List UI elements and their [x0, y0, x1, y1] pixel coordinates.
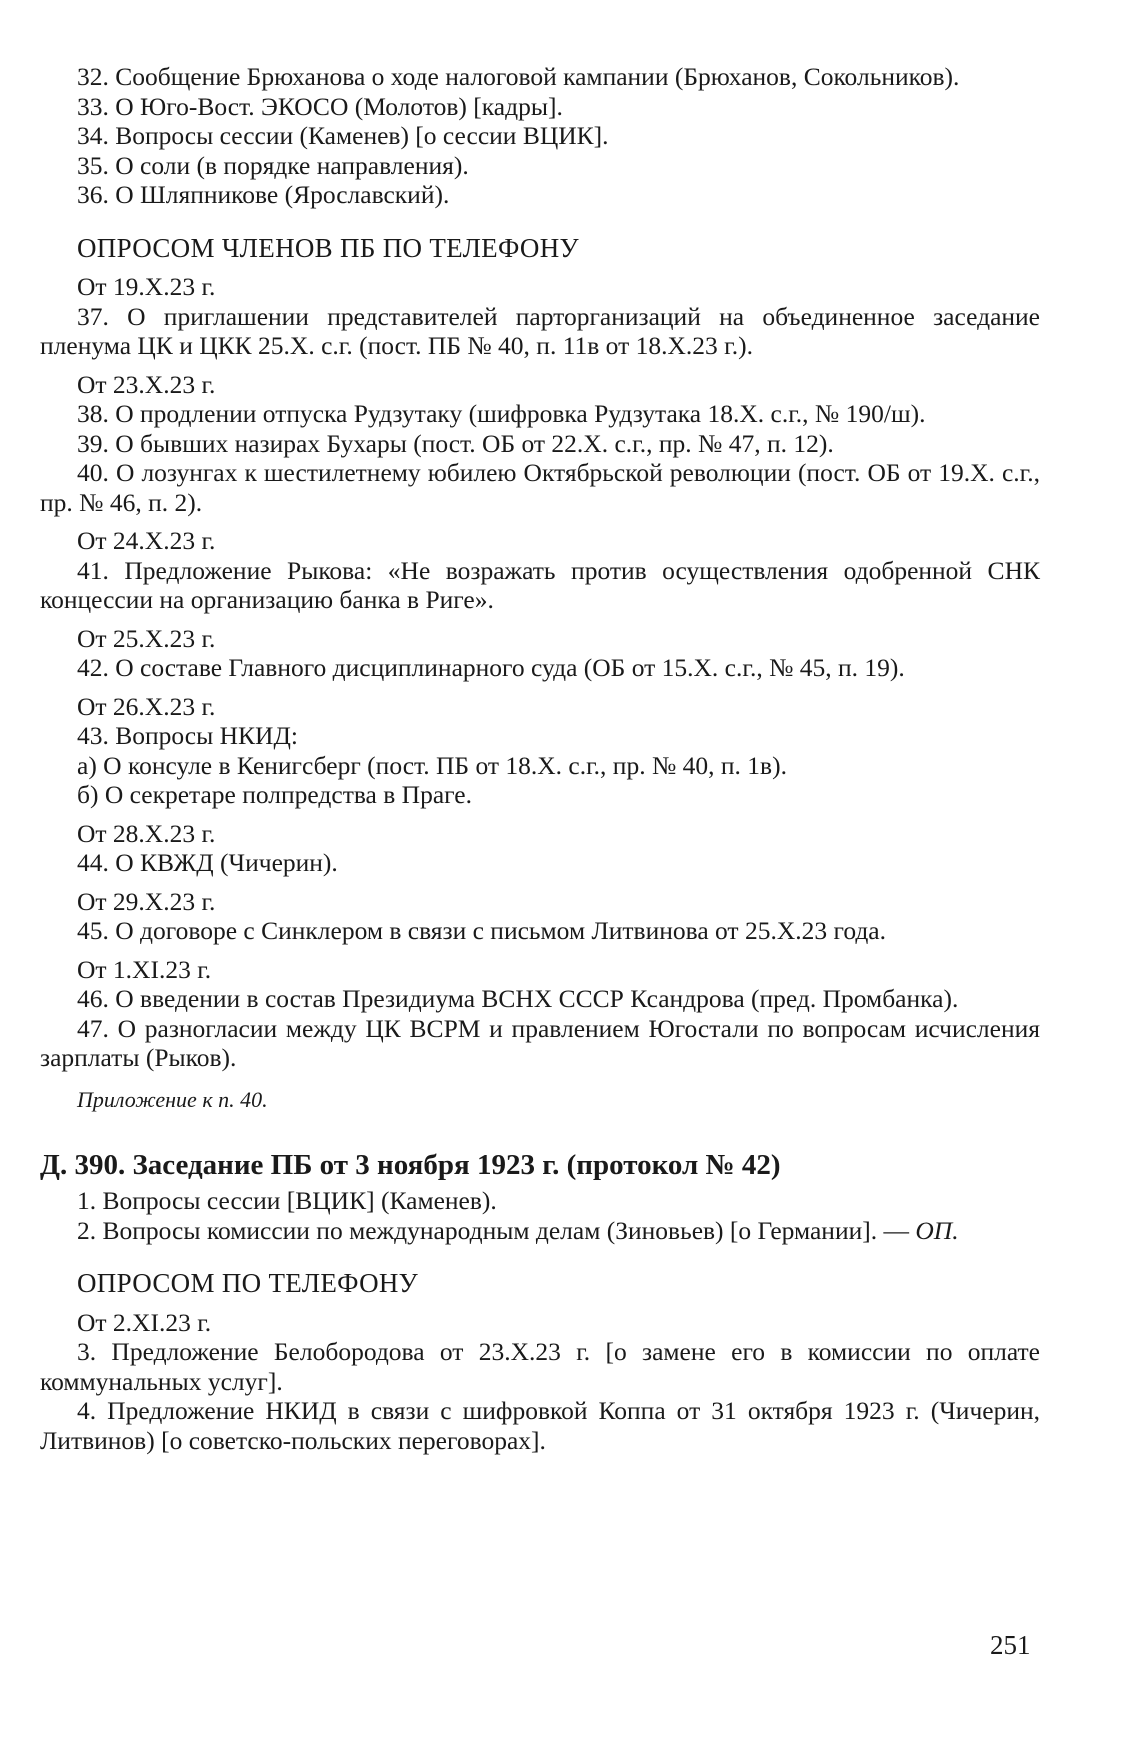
item-40: 40. О лозунгах к шестилетнему юбилею Октябрьской революции (пост. ОБ от 19.X. с.г., пр. № 46, п. 2).	[40, 458, 1040, 517]
date-19-x: От 19.X.23 г.	[77, 272, 216, 301]
date-26-x: От 26.X.23 г.	[77, 691, 216, 721]
date-1-xi: От 1.XI.23 г.	[77, 954, 212, 984]
item-38: 38. О продлении отпуска Рудзутаку (шифровка Рудзутака 18.X. с.г., № 190/ш).	[77, 399, 926, 428]
phone-poll-heading: ОПРОСОМ ПО ТЕЛЕФОНУ	[77, 1268, 419, 1298]
item-35: 35. О соли (в порядке направления).	[77, 150, 469, 180]
item-43b: б) О секретаре полпредства в Праге.	[77, 780, 472, 809]
item-43a: а) О консуле в Кенигсберг (пост. ПБ от 18.X. с.г., пр. № 40, п. 1в).	[77, 750, 787, 780]
item-36: 36. О Шляпникове (Ярославский).	[77, 180, 450, 209]
item-37: 37. О приглашении представителей парторганизаций на объединенное заседание пленума ЦК и ЦКК 25.X. с.г. (пост. ПБ № 40, п. 11в от 18.X.23 г.).	[40, 301, 1040, 360]
document-page	[40, 62, 1040, 1455]
date-29-x: От 29.X.23 г.	[77, 886, 216, 916]
item-45: 45. О договоре с Синклером в связи с письмом Литвинова от 25.X.23 года.	[77, 916, 887, 945]
item-32: 32. Сообщение Брюханова о ходе налоговой кампании (Брюханов, Сокольников).	[77, 62, 960, 91]
item-39: 39. О бывших назирах Бухары (пост. ОБ от 22.X. с.г., пр. № 47, п. 12).	[77, 428, 834, 458]
appendix-note: Приложение к п. 40.	[77, 1086, 268, 1112]
doc390-item-4: 4. Предложение НКИД в связи с шифровкой Коппа от 31 октября 1923 г. (Чичерин, Литвинов) [о советско-польских переговорах].	[40, 1396, 1040, 1455]
item-42: 42. О составе Главного дисциплинарного суда (ОБ от 15.X. с.г., № 45, п. 19).	[77, 653, 905, 682]
page-number: 251	[990, 1630, 1031, 1660]
date-2-xi: От 2.XI.23 г.	[77, 1307, 212, 1337]
item-44: 44. О КВЖД (Чичерин).	[77, 848, 338, 877]
item-43: 43. Вопросы НКИД:	[77, 721, 298, 750]
doc390-item-2: 2. Вопросы комиссии по международным делам (Зиновьев) [о Германии]. — ОП.	[77, 1215, 959, 1245]
document-390-title: Д. 390. Заседание ПБ от 3 ноября 1923 г. (протокол № 42)	[40, 1149, 781, 1181]
date-23-x: От 23.X.23 г.	[77, 369, 216, 399]
doc390-item-3: 3. Предложение Белобородова от 23.X.23 г. [о замене его в комиссии по оплате коммунальных услуг].	[40, 1337, 1040, 1396]
item-34: 34. Вопросы сессии (Каменев) [о сессии ВЦИК].	[77, 121, 609, 150]
item-47: 47. О разногласии между ЦК ВСРМ и правлением Югостали по вопросам исчисления зарплаты (Рыков).	[40, 1013, 1040, 1072]
date-24-x: От 24.X.23 г.	[77, 526, 216, 555]
doc390-item-1: 1. Вопросы сессии [ВЦИК] (Каменев).	[77, 1186, 497, 1215]
date-25-x: От 25.X.23 г.	[77, 623, 216, 653]
item-46: 46. О введении в состав Президиума ВСНХ СССР Ксандрова (пред. Промбанка).	[77, 984, 959, 1013]
date-28-x: От 28.X.23 г.	[77, 818, 216, 848]
item-33: 33. О Юго-Вост. ЭКОСО (Молотов) [кадры].	[77, 91, 563, 121]
poll-heading: ОПРОСОМ ЧЛЕНОВ ПБ ПО ТЕЛЕФОНУ	[77, 232, 579, 263]
item-41: 41. Предложение Рыкова: «Не возражать против осуществления одобренной СНК концессии на организацию банка в Риге».	[40, 555, 1040, 614]
